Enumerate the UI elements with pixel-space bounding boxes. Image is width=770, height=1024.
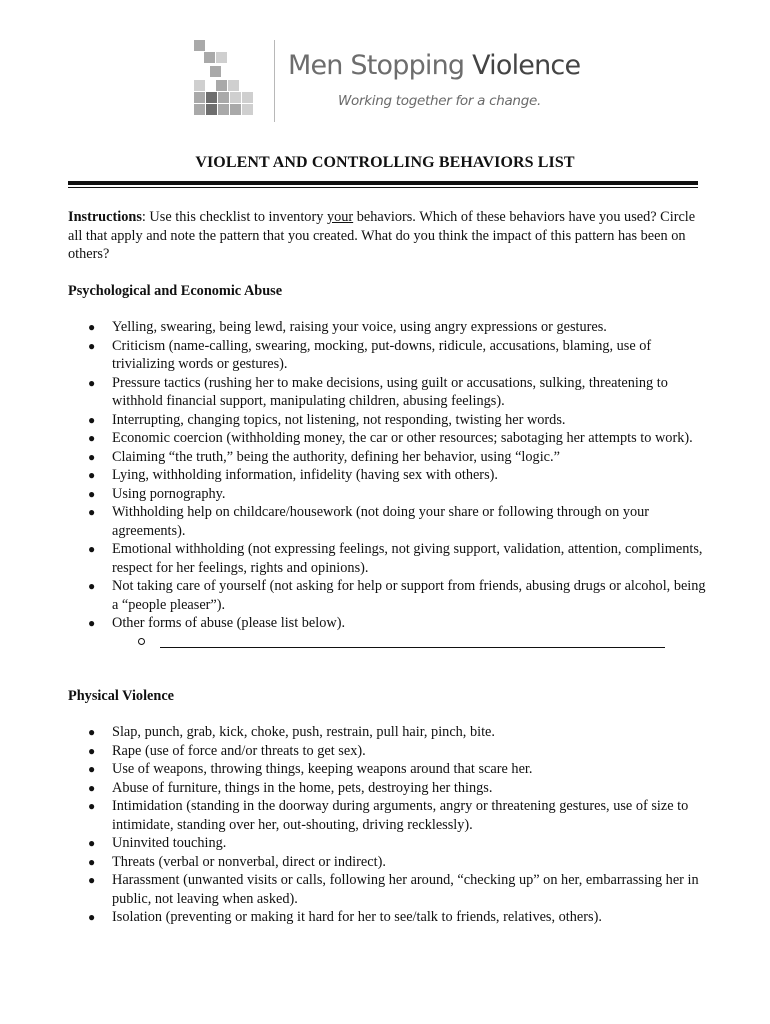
bullet-icon: ● <box>88 431 96 445</box>
list-item <box>68 337 708 374</box>
bullet-icon: ● <box>88 468 96 482</box>
logo-square <box>230 92 241 103</box>
list-item-text: Intimidation (standing in the doorway during arguments, angry or threatening gestures, use of size to intimidate, standing over her, out-shouting, driving recklessly). <box>112 798 689 833</box>
list-item-text: Use of weapons, throwing things, keeping weapons around that scare her. <box>112 761 533 777</box>
list-item-text: Using pornography. <box>112 485 226 502</box>
instructions-paragraph <box>68 208 708 264</box>
bullet-icon: ● <box>88 375 96 390</box>
list-item <box>68 485 708 504</box>
logo-square <box>194 104 205 115</box>
bullet-icon: ● <box>88 579 96 593</box>
title-rule-thin <box>68 187 698 188</box>
list-item <box>68 466 708 485</box>
list-item-text: Claiming “the truth,” being the authority, defining her behavior, using “logic.” <box>112 448 560 465</box>
logo-square <box>242 104 253 115</box>
list-item-text: Uninvited touching. <box>112 835 227 851</box>
list-item <box>68 760 708 779</box>
document-body <box>68 208 708 927</box>
list-item-text: Lying, withholding information, infidelity (having sex with others). <box>112 467 498 483</box>
list-item <box>68 723 708 742</box>
organization-tagline: Working together for a change. <box>338 93 541 109</box>
list-item-text: Interrupting, changing topics, not listening, not responding, twisting her words. <box>112 411 566 428</box>
instructions-text-start: : Use this checklist to inventory <box>141 209 327 225</box>
bullet-icon: ● <box>88 725 96 739</box>
logo-square <box>218 92 229 103</box>
fill-in-line[interactable] <box>160 647 665 648</box>
organization-name <box>288 50 580 81</box>
bullet-icon: ● <box>88 910 96 924</box>
logo-square <box>210 66 221 77</box>
bullet-icon: ● <box>88 505 96 519</box>
bullet-icon: ● <box>88 486 96 501</box>
organization-logo <box>190 38 610 128</box>
list-item-text: Withholding help on childcare/housework (not doing your share or following through on your agreements). <box>112 504 650 539</box>
list-item-text: Pressure tactics (rushing her to make decisions, using guilt or accusations, sulking, threatening to withhold financial support, manipulating children, abusing feelings). <box>112 374 668 409</box>
instructions-text-end: behaviors. Which of these behaviors have you used? Circle all that apply and note the pattern that you created. What do you think the impact of this pattern has been on others? <box>68 209 696 262</box>
logo-square <box>194 40 205 51</box>
list-item-text: Isolation (preventing or making it hard for her to see/talk to friends, relatives, others). <box>112 909 602 925</box>
organization-name-light: Men Stopping <box>288 50 465 81</box>
list-item-text: Other forms of abuse (please list below). <box>112 615 346 631</box>
logo-square <box>242 92 253 103</box>
list-item <box>68 318 708 337</box>
list-item <box>68 429 708 448</box>
logo-mark-icon <box>190 38 260 124</box>
section-heading-psychological: Psychological and Economic Abuse <box>68 282 283 299</box>
list-item-text: Harassment (unwanted visits or calls, following her around, “checking up” on her, embarrassing her in public, not leaving when asked). <box>112 872 699 907</box>
logo-square <box>228 80 239 91</box>
list-item <box>68 614 708 633</box>
bullet-icon: ● <box>88 854 96 869</box>
list-item <box>68 374 708 411</box>
page-title: VIOLENT AND CONTROLLING BEHAVIORS LIST <box>195 154 575 171</box>
bullet-icon: ● <box>88 412 96 427</box>
list-item <box>68 540 708 577</box>
bullet-icon: ● <box>88 836 96 850</box>
list-item <box>68 411 708 430</box>
list-item-text: Economic coercion (withholding money, the car or other resources; sabotaging her attempts to work). <box>112 430 693 446</box>
other-abuse-fill-in[interactable] <box>68 633 708 653</box>
logo-square <box>216 80 227 91</box>
bullet-icon: ● <box>88 320 96 334</box>
list-item <box>68 871 708 908</box>
bullet-icon: ● <box>88 743 96 758</box>
logo-divider <box>274 40 275 122</box>
bullet-icon: ● <box>88 780 96 795</box>
logo-square <box>206 92 217 103</box>
logo-square <box>204 52 215 63</box>
logo-square <box>206 104 217 115</box>
instructions-label: Instructions <box>68 209 142 225</box>
organization-name-strong: Violence <box>472 50 581 81</box>
physical-violence-list <box>68 723 708 927</box>
list-item-text: Threats (verbal or nonverbal, direct or indirect). <box>112 853 386 870</box>
list-item <box>68 742 708 761</box>
list-item <box>68 448 708 467</box>
bullet-icon: ● <box>88 542 96 556</box>
bullet-icon: ● <box>88 873 96 887</box>
list-item-text: Slap, punch, grab, kick, choke, push, restrain, pull hair, pinch, bite. <box>112 724 495 740</box>
list-item <box>68 908 708 927</box>
list-item-text: Rape (use of force and/or threats to get sex). <box>112 742 366 759</box>
list-item-text: Criticism (name-calling, swearing, mocking, put-downs, ridicule, accusations, blaming, use of trivializing words or gestures). <box>112 337 652 372</box>
list-item-text: Not taking care of yourself (not asking for help or support from friends, abusing drugs or alcohol, being a “people pleaser”). <box>112 578 706 613</box>
bullet-icon: ● <box>88 799 96 813</box>
bullet-icon: ● <box>88 616 96 630</box>
list-item <box>68 779 708 798</box>
list-item <box>68 503 708 540</box>
logo-square <box>230 104 241 115</box>
list-item-text: Emotional withholding (not expressing feelings, not giving support, validation, attention, compliments, respect for her feelings, rights and opinions). <box>112 541 703 576</box>
list-item <box>68 577 708 614</box>
title-rule-thick <box>68 181 698 185</box>
logo-square <box>194 80 205 91</box>
list-item-text: Yelling, swearing, being lewd, raising your voice, using angry expressions or gestures. <box>112 319 607 335</box>
bullet-icon: ● <box>88 762 96 776</box>
instructions-emphasis: your <box>326 209 354 225</box>
list-item-text: Abuse of furniture, things in the home, pets, destroying her things. <box>112 779 493 796</box>
list-item <box>68 834 708 853</box>
psychological-abuse-list <box>68 318 708 633</box>
list-item <box>68 797 708 834</box>
logo-square <box>194 92 205 103</box>
circle-bullet-icon <box>138 638 145 645</box>
logo-square <box>216 52 227 63</box>
list-item <box>68 853 708 872</box>
bullet-icon: ● <box>88 449 96 464</box>
logo-square <box>218 104 229 115</box>
bullet-icon: ● <box>88 338 96 353</box>
section-heading-physical: Physical Violence <box>68 687 175 704</box>
